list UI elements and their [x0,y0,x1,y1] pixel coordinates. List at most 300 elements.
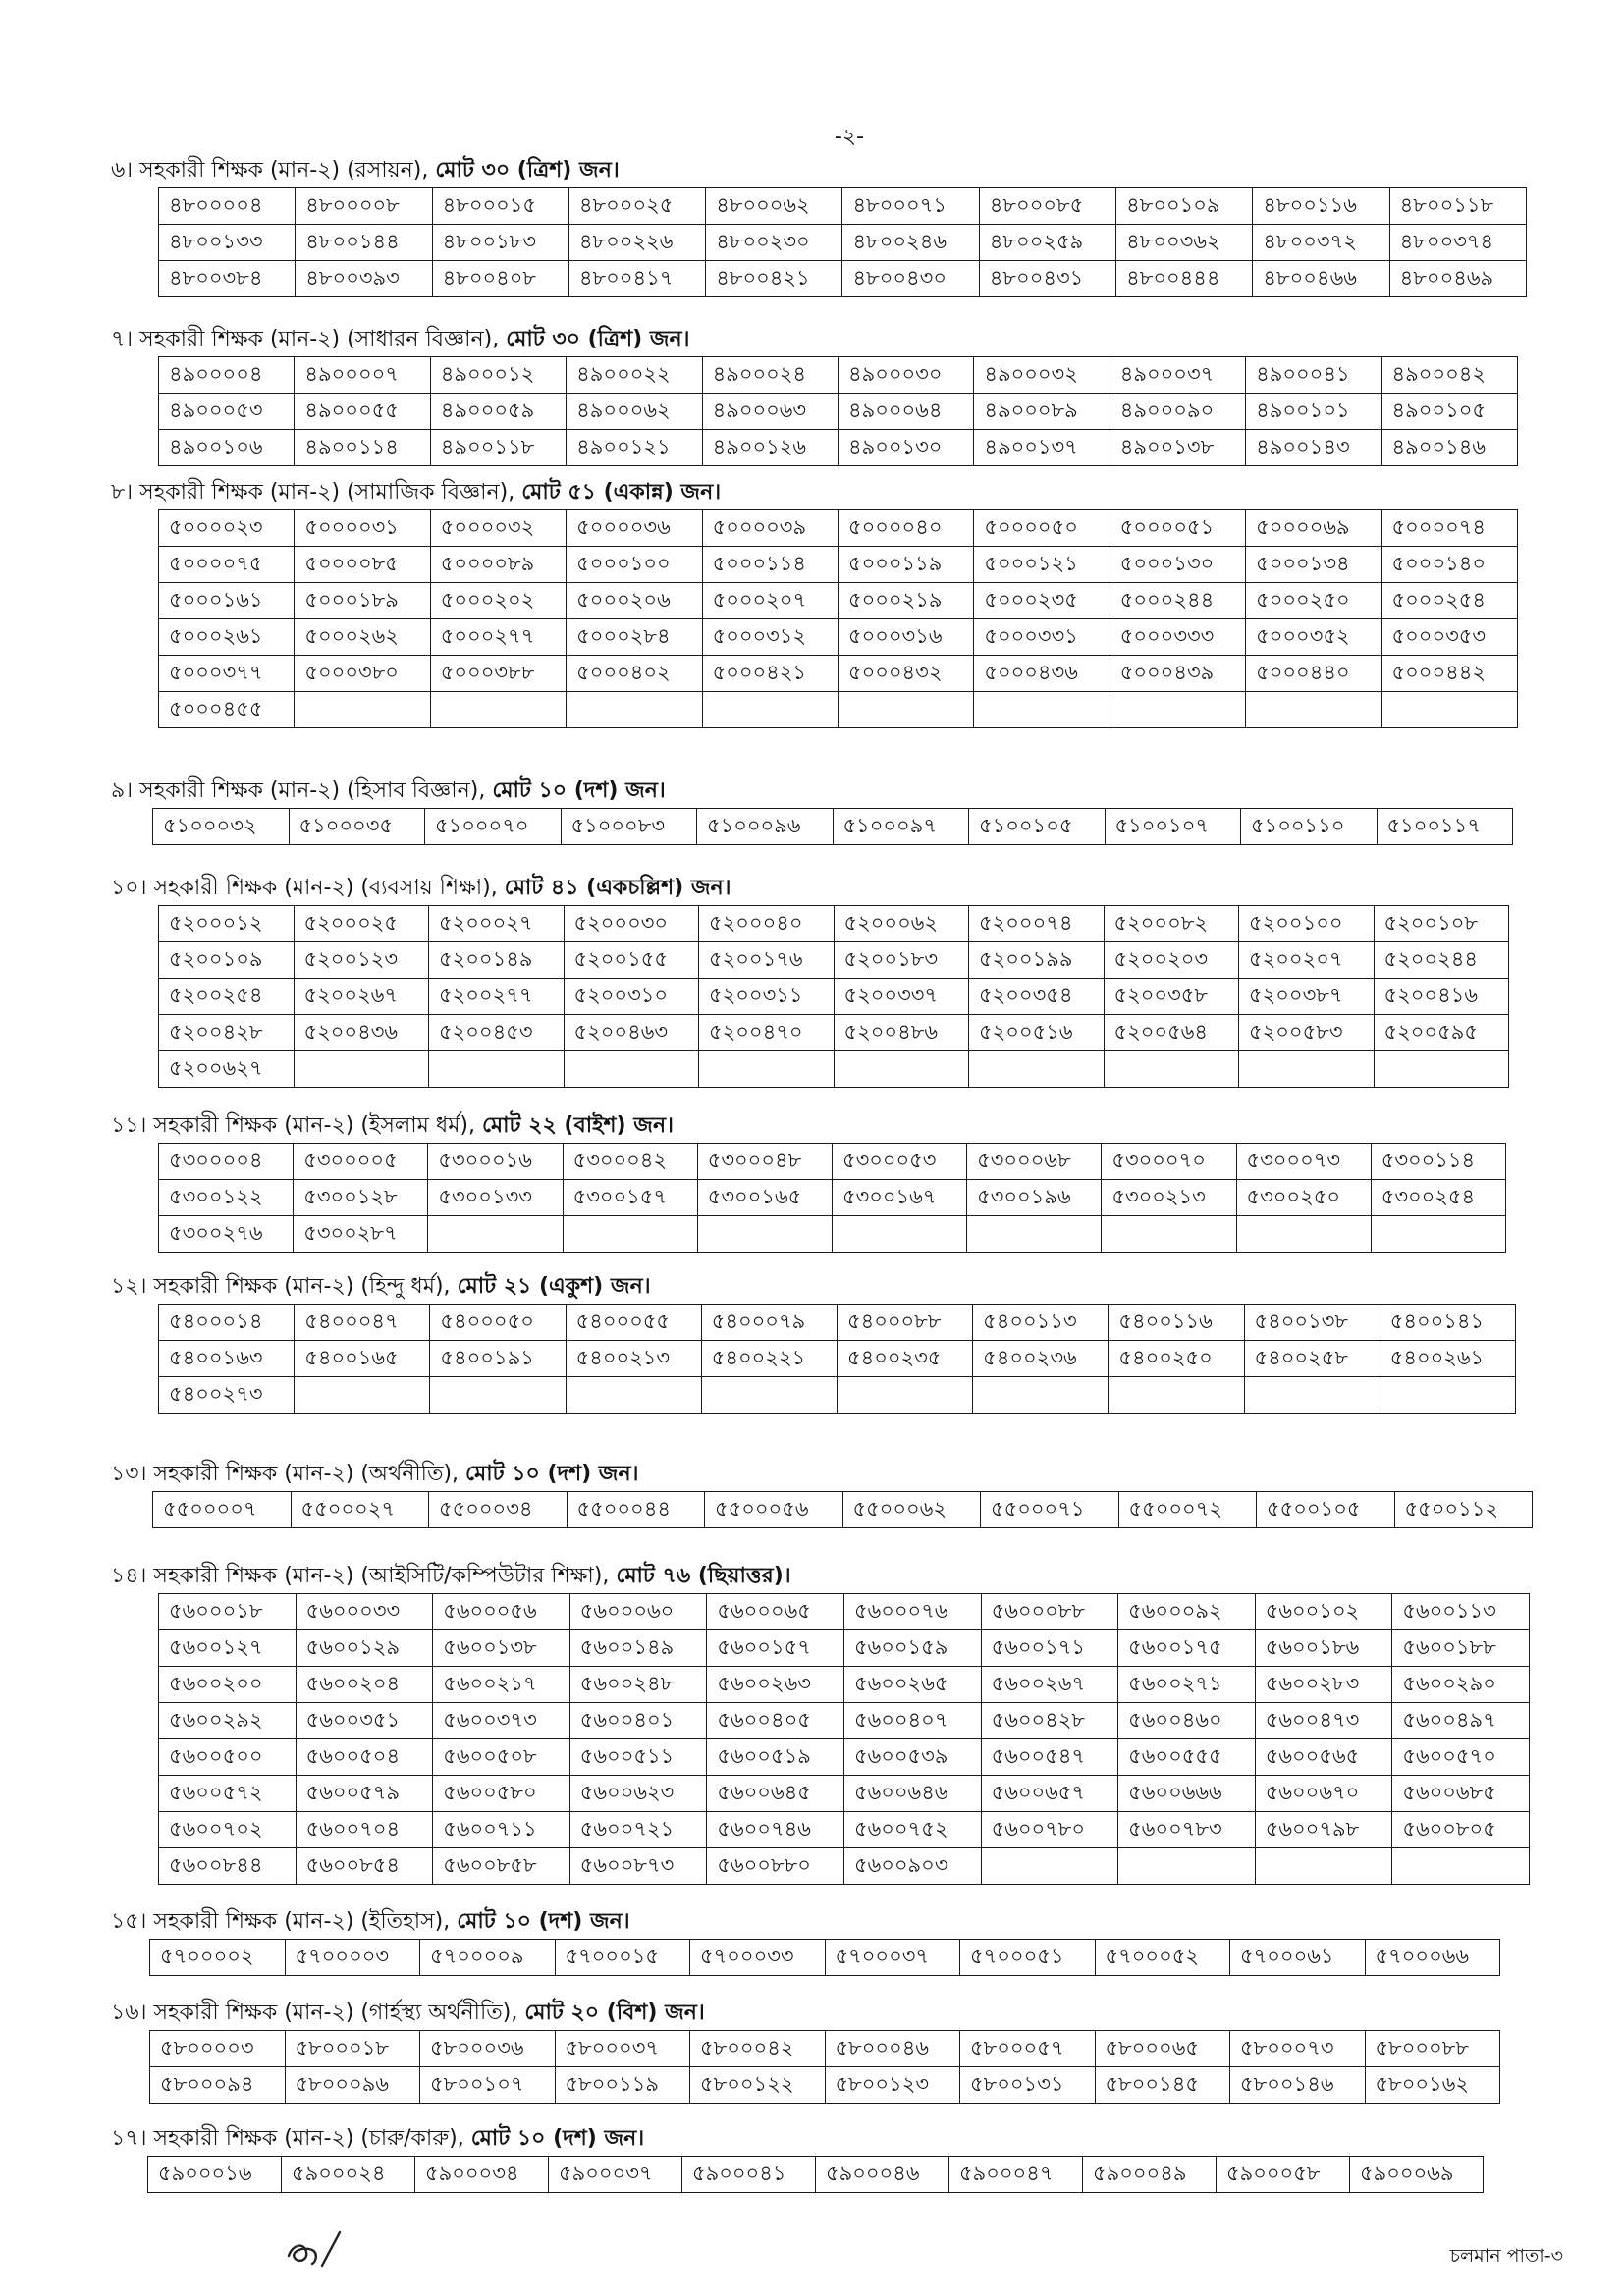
roll-number-cell: ৪৯০০০০৭ [295,357,430,394]
empty-cell [428,1216,563,1253]
roll-number-cell: ৫৬০০৭৮৩ [1118,1812,1256,1848]
roll-number-cell: ৫৮০০১২২ [690,2067,826,2104]
roll-table-body [148,2157,1484,2193]
roll-row [159,583,1518,619]
roll-number-cell: ৫৮০০০৭৩ [1230,2031,1366,2067]
roll-number-cell: ৫৬০০৬২৩ [569,1776,707,1812]
roll-number-cell: ৫২০০১৫৫ [564,942,699,979]
roll-number-cell: ৫৬০০৫১১ [569,1739,707,1776]
roll-number-cell: ৫২০০২০৩ [1104,942,1239,979]
roll-number-cell: ৫৬০০৩৫১ [296,1703,433,1739]
section-heading [0,1560,1624,1593]
roll-table [152,1491,1533,1528]
roll-number-cell: ৪৯০০০০৪ [159,357,295,394]
roll-number-cell: ৪৯০০০১২ [430,357,566,394]
roll-row [159,979,1509,1015]
roll-number-cell: ৫৬০০৮৫৪ [296,1848,433,1885]
section-number: ৭। [111,327,134,351]
section-number: ১৭। [111,2126,147,2151]
empty-cell [1104,1051,1239,1088]
roll-number-cell: ৫৬০০১৫৭ [707,1630,844,1667]
empty-cell [429,1051,565,1088]
roll-number-cell: ৫২০০৪৫৩ [429,1015,565,1051]
roll-number-cell: ৫৮০০১০৭ [420,2067,556,2104]
roll-number-cell: ৫৭০০০০৩ [285,1940,420,1976]
roll-number-cell: ৫৪০০২৩৬ [973,1341,1109,1377]
roll-row [159,1812,1530,1848]
roll-number-cell: ৪৮০০১৩৩ [159,225,296,261]
roll-number-cell: ৫৩০০১৫৭ [563,1180,697,1216]
section-17-arts-crafts [0,2122,1624,2193]
roll-number-cell: ৫০০০৪৪২ [1381,656,1517,692]
roll-number-cell: ৪৯০০০২৪ [702,357,838,394]
roll-table [158,187,1527,297]
roll-number-cell: ৫৮০০০৯৬ [285,2067,420,2104]
roll-number-cell: ৪৯০০১১৮ [430,430,566,466]
roll-number-cell: ৫০০০০৭৪ [1381,510,1517,547]
empty-cell [294,1051,429,1088]
section-title: সহকারী শিক্ষক (মান-২) (সাধারন বিজ্ঞান), [139,327,500,351]
empty-cell [295,1377,430,1414]
roll-row [159,357,1518,394]
roll-number-cell: ৫০০০১৬১ [159,583,295,619]
roll-number-cell: ৫৬০০৫০০ [159,1739,297,1776]
roll-table-body [159,906,1509,1088]
empty-cell [430,1377,566,1414]
roll-number-cell: ৪৯০০১০১ [1246,394,1381,430]
roll-table-body [159,1594,1530,1885]
roll-number-cell: ৫৬০০১৫৯ [843,1630,981,1667]
roll-number-cell: ৫০০০০৫০ [974,510,1110,547]
roll-number-cell: ৪৮০০৪৪৪ [1116,261,1253,297]
roll-number-cell: ৫৬০০১৪৯ [569,1630,707,1667]
roll-number-cell: ৫০০০৩৭৭ [159,656,295,692]
roll-row [159,188,1527,225]
empty-cell [1102,1216,1236,1253]
roll-number-cell: ৫৬০০৫৭২ [159,1776,297,1812]
roll-number-cell: ৫৯০০০৩৭ [549,2157,682,2193]
roll-number-cell: ৫৬০০২৮৩ [1255,1667,1392,1703]
roll-number-cell: ৫০০০০৩৯ [702,510,838,547]
roll-number-cell: ৫০০০০৩৬ [567,510,702,547]
roll-row [150,2031,1500,2067]
empty-cell [967,1216,1102,1253]
roll-number-cell: ৫৪০০১৬৩ [159,1341,295,1377]
roll-number-cell: ৫২০০২৪৪ [1374,942,1509,979]
roll-number-cell: ৫০০০২৫০ [1246,583,1381,619]
roll-number-cell: ৫৭০০০৫১ [960,1940,1096,1976]
empty-cell [834,1051,969,1088]
roll-number-cell: ৫৩০০১৬৫ [697,1180,832,1216]
roll-number-cell: ৪৯০০০৩০ [838,357,973,394]
roll-number-cell: ৫৩০০০৭০ [1102,1144,1236,1180]
empty-cell [697,1216,832,1253]
roll-number-cell: ৫৬০০৫০৮ [433,1739,570,1776]
roll-number-cell: ৪৮০০৪২১ [706,261,842,297]
roll-number-cell: ৪৯০০১৪৬ [1381,430,1517,466]
roll-number-cell: ৫৪০০০১৪ [159,1305,295,1341]
empty-cell [1118,1848,1256,1885]
roll-number-cell: ৫৬০০৪৭৩ [1255,1703,1392,1739]
roll-number-cell: ৪৮০০৩৭২ [1253,225,1389,261]
roll-row [159,1739,1530,1776]
roll-number-cell: ৫৬০০২৯২ [159,1703,297,1739]
roll-number-cell: ৫০০০৪৩৯ [1110,656,1245,692]
roll-number-cell: ৪৮০০০৬২ [706,188,842,225]
empty-cell [1239,1051,1375,1088]
empty-cell [566,1377,701,1414]
roll-number-cell: ৫০০০১৮৯ [295,583,430,619]
roll-number-cell: ৫৬০০৭২১ [569,1812,707,1848]
roll-number-cell: ৫৫০০০৬২ [842,1492,981,1528]
roll-number-cell: ৫৫০০১১২ [1394,1492,1533,1528]
roll-number-cell: ৫৬০০১৮৬ [1255,1630,1392,1667]
roll-number-cell: ৫২০০১২৩ [294,942,429,979]
empty-cell [1236,1216,1371,1253]
section-title: সহকারী শিক্ষক (মান-২) (গার্হস্থ্য অর্থনীতি), [153,2001,518,2025]
roll-number-cell: ৫২০০০২৭ [429,906,565,942]
roll-number-cell: ৫২০০৩১১ [699,979,835,1015]
roll-number-cell: ৫৬০০৭৪৬ [707,1812,844,1848]
roll-table-body [153,809,1513,845]
section-title: সহকারী শিক্ষক (মান-২) (হিসাব বিজ্ঞান), [139,778,486,803]
roll-number-cell: ৪৯০০১৪৩ [1246,430,1381,466]
roll-number-cell: ৫৮০০১৪৫ [1095,2067,1230,2104]
section-total: মোট ২১ (একুশ) জন। [457,1274,651,1299]
roll-number-cell: ৫৬০০৫৫৫ [1118,1739,1256,1776]
roll-number-cell: ৫২০০০৭৪ [969,906,1105,942]
section-10-business-studies [0,872,1624,1088]
roll-number-cell: ৫৬০০৭০২ [159,1812,297,1848]
roll-number-cell: ৫৬০০১৭৫ [1118,1630,1256,1667]
roll-number-cell: ৫৬০০৬৫৭ [981,1776,1118,1812]
roll-number-cell: ৫০০০২১৯ [838,583,973,619]
roll-number-cell: ৫৬০০১১৩ [1392,1594,1530,1630]
roll-number-cell: ৫৩০০১৯৬ [967,1180,1102,1216]
roll-table-body [159,510,1518,728]
section-heading [0,1997,1624,2030]
roll-number-cell: ৫৯০০০৫৮ [1217,2157,1350,2193]
section-9-accounting [0,774,1624,845]
section-12-hinduism [0,1270,1624,1414]
roll-number-cell: ৫২০০৪৩৬ [294,1015,429,1051]
roll-number-cell: ৫০০০০৮৯ [430,547,566,583]
roll-number-cell: ৫৫০০১০৫ [1257,1492,1395,1528]
roll-number-cell: ৪৮০০২৫৯ [979,225,1115,261]
roll-number-cell: ৫৬০০১৭১ [981,1630,1118,1667]
empty-cell [973,1377,1109,1414]
roll-table-body [159,1305,1516,1414]
section-total: মোট ২০ (বিশ) জন। [524,2001,705,2025]
roll-number-cell: ৫৬০০১২৭ [159,1630,297,1667]
roll-number-cell: ৫০০০১৪০ [1381,547,1517,583]
roll-number-cell: ৫০০০১১৪ [702,547,838,583]
section-number: ৬। [111,158,134,183]
section-total: মোট ৭৬ (ছিয়াত্তর)। [616,1564,791,1588]
section-number: ১২। [111,1274,147,1299]
roll-number-cell: ৫৩০০১২৮ [294,1180,428,1216]
roll-number-cell: ৫২০০৪২৮ [159,1015,295,1051]
roll-number-cell: ৫০০০৩৩৩ [1110,619,1245,656]
roll-number-cell: ৫৭০০০৩৩ [690,1940,826,1976]
empty-cell [1110,692,1245,728]
roll-number-cell: ৫৪০০১৬৫ [295,1341,430,1377]
roll-number-cell: ৪৮০০২৩০ [706,225,842,261]
roll-number-cell: ৫১০০১১৭ [1377,809,1513,845]
roll-number-cell: ৫৫০০০২৭ [291,1492,429,1528]
roll-number-cell: ৫৬০০৩৭৩ [433,1703,570,1739]
roll-number-cell: ৫৮০০০৯৪ [150,2067,286,2104]
roll-number-cell: ৫৭০০০০৯ [420,1940,556,1976]
roll-row [159,394,1518,430]
empty-cell [1109,1377,1244,1414]
roll-number-cell: ৫৬০০৬৬৬ [1118,1776,1256,1812]
roll-number-cell: ৪৯০০০৮৯ [974,394,1110,430]
roll-row [159,656,1518,692]
roll-number-cell: ৫৩০০০১৬ [428,1144,563,1180]
roll-number-cell: ৫০০০২৮৪ [567,619,702,656]
section-title: সহকারী শিক্ষক (মান-২) (ব্যবসায় শিক্ষা), [153,876,498,900]
section-title: সহকারী শিক্ষক (মান-২) (আইসিটি/কম্পিউটার শিক্ষা), [153,1564,610,1588]
section-heading [0,323,1624,356]
empty-cell [1244,1377,1380,1414]
section-11-islam [0,1109,1624,1253]
roll-row [159,1180,1506,1216]
empty-cell [1246,692,1381,728]
roll-number-cell: ৫০০০১৩৪ [1246,547,1381,583]
roll-number-cell: ৪৮০০০১৫ [432,188,568,225]
section-total: মোট ৩০ (ত্রিশ) জন। [435,158,620,183]
roll-row [159,1305,1516,1341]
section-title: সহকারী শিক্ষক (মান-২) (হিন্দু ধর্ম), [153,1274,451,1299]
roll-number-cell: ৫৪০০০৫৫ [566,1305,701,1341]
roll-number-cell: ৫২০০২৭৭ [429,979,565,1015]
roll-number-cell: ৫০০০১১৯ [838,547,973,583]
roll-number-cell: ৫৬০০২৭১ [1118,1667,1256,1703]
roll-number-cell: ৫৪০০২৩৫ [837,1341,972,1377]
roll-table-body [150,2031,1500,2104]
roll-row [159,1144,1506,1180]
roll-number-cell: ৫০০০৩৩১ [974,619,1110,656]
roll-number-cell: ৫২০০০৬২ [834,906,969,942]
roll-number-cell: ৫৪০০২১৩ [566,1341,701,1377]
roll-number-cell: ৫২০০৪১৬ [1374,979,1509,1015]
roll-number-cell: ৫০০০৩১৬ [838,619,973,656]
roll-number-cell: ৫৬০০৯০৩ [843,1848,981,1885]
roll-number-cell: ৪৮০০১০৯ [1116,188,1253,225]
roll-number-cell: ৫০০০১২১ [974,547,1110,583]
roll-number-cell: ৪৯০০০৯০ [1110,394,1245,430]
section-number: ১৪। [111,1564,147,1588]
roll-number-cell: ৪৮০০১৮৩ [432,225,568,261]
roll-number-cell: ৫৩০০২৮৭ [294,1216,428,1253]
roll-number-cell: ৫৬০০২০০ [159,1667,297,1703]
roll-number-cell: ৫৬০০০৯২ [1118,1594,1256,1630]
empty-cell [832,1216,966,1253]
roll-table [158,509,1518,728]
roll-table-body [150,1940,1500,1976]
roll-number-cell: ৫০০০২০৬ [567,583,702,619]
roll-number-cell: ৫৪০০১৯১ [430,1341,566,1377]
roll-number-cell: ৫১০০০৯৭ [833,809,969,845]
roll-number-cell: ৫৬০০২৬৭ [981,1667,1118,1703]
roll-number-cell: ৫২০০২৬৭ [294,979,429,1015]
empty-cell [1381,692,1517,728]
roll-row [159,1051,1509,1088]
roll-number-cell: ৫০০০৪৩৬ [974,656,1110,692]
empty-cell [564,1051,699,1088]
roll-row [159,1703,1530,1739]
roll-number-cell: ৪৯০০১৩৭ [974,430,1110,466]
roll-number-cell: ৫৯০০০৪৭ [949,2157,1083,2193]
section-title: সহকারী শিক্ষক (মান-২) (রসায়ন), [139,158,429,183]
roll-number-cell: ৫৪০০০৫০ [430,1305,566,1341]
roll-table [158,1304,1516,1414]
empty-cell [1380,1377,1515,1414]
roll-number-cell: ৫৬০০৫১৯ [707,1739,844,1776]
roll-row [159,510,1518,547]
roll-table [147,2156,1484,2193]
roll-table [158,1143,1506,1253]
roll-number-cell: ৫২০০১৭৬ [699,942,835,979]
roll-number-cell: ৪৮০০৩৬২ [1116,225,1253,261]
roll-number-cell: ৫০০০২৬২ [295,619,430,656]
roll-number-cell: ৫৬০০৪৯৭ [1392,1703,1530,1739]
roll-number-cell: ৫৪০০২৭৩ [159,1377,295,1414]
roll-number-cell: ৫৬০০৪২৮ [981,1703,1118,1739]
roll-number-cell: ৫০০০৪৩২ [838,656,973,692]
roll-table-body [159,1144,1506,1253]
roll-row [159,1848,1530,1885]
roll-number-cell: ৫০০০২৩৫ [974,583,1110,619]
roll-number-cell: ৫০০০০৩১ [295,510,430,547]
roll-number-cell: ৫৯০০০৬৯ [1350,2157,1484,2193]
roll-number-cell: ৪৯০০১০৫ [1381,394,1517,430]
roll-number-cell: ৫১০০১০৫ [969,809,1106,845]
roll-number-cell: ৪৮০০৩৭৪ [1389,225,1526,261]
roll-number-cell: ৪৮০০০০৮ [296,188,432,225]
roll-number-cell: ৫৮০০১৩১ [960,2067,1096,2104]
section-number: ৯। [111,778,134,803]
section-heading [0,1458,1624,1491]
roll-row [159,619,1518,656]
signature-mark [283,2226,346,2273]
section-7-general-science [0,323,1624,466]
empty-cell [430,692,566,728]
empty-cell [1371,1216,1505,1253]
empty-cell [1255,1848,1392,1885]
roll-number-cell: ৫৫০০০০৭ [153,1492,292,1528]
roll-number-cell: ৫৬০০৬৭০ [1255,1776,1392,1812]
roll-row [159,225,1527,261]
roll-number-cell: ৫৬০০৪০১ [569,1703,707,1739]
roll-number-cell: ৫৭০০০১৫ [555,1940,690,1976]
roll-number-cell: ৫২০০১৮৩ [834,942,969,979]
empty-cell [981,1848,1118,1885]
roll-number-cell: ৪৯০০১২১ [567,430,702,466]
roll-number-cell: ৫৬০০২০৪ [296,1667,433,1703]
section-total: মোট ৫১ (একান্ন) জন। [521,480,722,505]
roll-table [152,808,1513,845]
roll-number-cell: ৪৮০০৪৩০ [842,261,979,297]
roll-number-cell: ৫৮০০০৩৭ [555,2031,690,2067]
roll-number-cell: ৫০০০৩৫৩ [1381,619,1517,656]
roll-number-cell: ৫২০০৫১৬ [969,1015,1105,1051]
empty-cell [701,1377,837,1414]
empty-cell [295,692,430,728]
roll-number-cell: ৫৩০০০০৫ [294,1144,428,1180]
section-15-history [0,1905,1624,1976]
roll-number-cell: ৫৩০০১৩৩ [428,1180,563,1216]
section-6-chemistry [0,154,1624,297]
roll-number-cell: ৪৮০০০৭১ [842,188,979,225]
roll-number-cell: ৫০০০০২৩ [159,510,295,547]
roll-row [159,1216,1506,1253]
section-heading [0,774,1624,808]
roll-number-cell: ৫০০০৪৫৫ [159,692,295,728]
roll-number-cell: ৫০০০০৬৯ [1246,510,1381,547]
roll-number-cell: ৪৯০০০৩২ [974,357,1110,394]
roll-number-cell: ৫২০০৬২৭ [159,1051,295,1088]
roll-number-cell: ৪৯০০০২২ [567,357,702,394]
section-total: মোট ১০ (দশ) জন। [465,1462,639,1486]
section-number: ১১। [111,1113,147,1138]
roll-row [159,1776,1530,1812]
roll-row [148,2157,1484,2193]
empty-cell [974,692,1110,728]
roll-number-cell: ৪৮০০০০৪ [159,188,296,225]
empty-cell [838,692,973,728]
roll-number-cell: ৪৯০০০৩৭ [1110,357,1245,394]
section-title: সহকারী শিক্ষক (মান-২) (ইসলাম ধর্ম), [153,1113,475,1138]
roll-number-cell: ৫৩০০২৫০ [1236,1180,1371,1216]
roll-number-cell: ৫৯০০০৪৯ [1083,2157,1217,2193]
roll-number-cell: ৫২০০২০৭ [1239,942,1375,979]
section-number: ১৩। [111,1462,147,1486]
roll-number-cell: ৫০০০০৮৫ [295,547,430,583]
roll-number-cell: ৫৬০০৫৭০ [1392,1739,1530,1776]
roll-number-cell: ৫২০০৩১০ [564,979,699,1015]
roll-number-cell: ৫০০০২৭৭ [430,619,566,656]
roll-number-cell: ৫০০০৪৪০ [1246,656,1381,692]
roll-row [159,1377,1516,1414]
section-heading [0,1905,1624,1939]
roll-number-cell: ৫৪০০২৫০ [1109,1341,1244,1377]
roll-number-cell: ৫০০০২৫৪ [1381,583,1517,619]
section-14-ict [0,1560,1624,1885]
roll-number-cell: ৫২০০০৮২ [1104,906,1239,942]
roll-number-cell: ৫৬০০৬৪৫ [707,1776,844,1812]
roll-number-cell: ৫৯০০০৪৬ [816,2157,949,2193]
section-total: মোট ২২ (বাইশ) জন। [481,1113,674,1138]
empty-cell [567,692,702,728]
roll-number-cell: ৪৯০০০৫৫ [295,394,430,430]
roll-number-cell: ৫৬০০০৩৩ [296,1594,433,1630]
roll-number-cell: ৫৯০০০৪১ [682,2157,816,2193]
roll-number-cell: ৫১০০০৮৩ [561,809,697,845]
empty-cell [1392,1848,1530,1885]
roll-number-cell: ৫২০০২৫৪ [159,979,295,1015]
roll-number-cell: ৫৬০০০৮৮ [981,1594,1118,1630]
roll-number-cell: ৪৯০০০৬৩ [702,394,838,430]
roll-number-cell: ৫২০০৪৬৩ [564,1015,699,1051]
roll-number-cell: ৫৪০০২৬১ [1380,1341,1515,1377]
roll-number-cell: ৫৬০০২১৭ [433,1667,570,1703]
roll-number-cell: ৫৬০০১০২ [1255,1594,1392,1630]
roll-row [159,547,1518,583]
roll-number-cell: ৫৩০০১২২ [159,1180,294,1216]
roll-number-cell: ৫৬০০৮৭৩ [569,1848,707,1885]
